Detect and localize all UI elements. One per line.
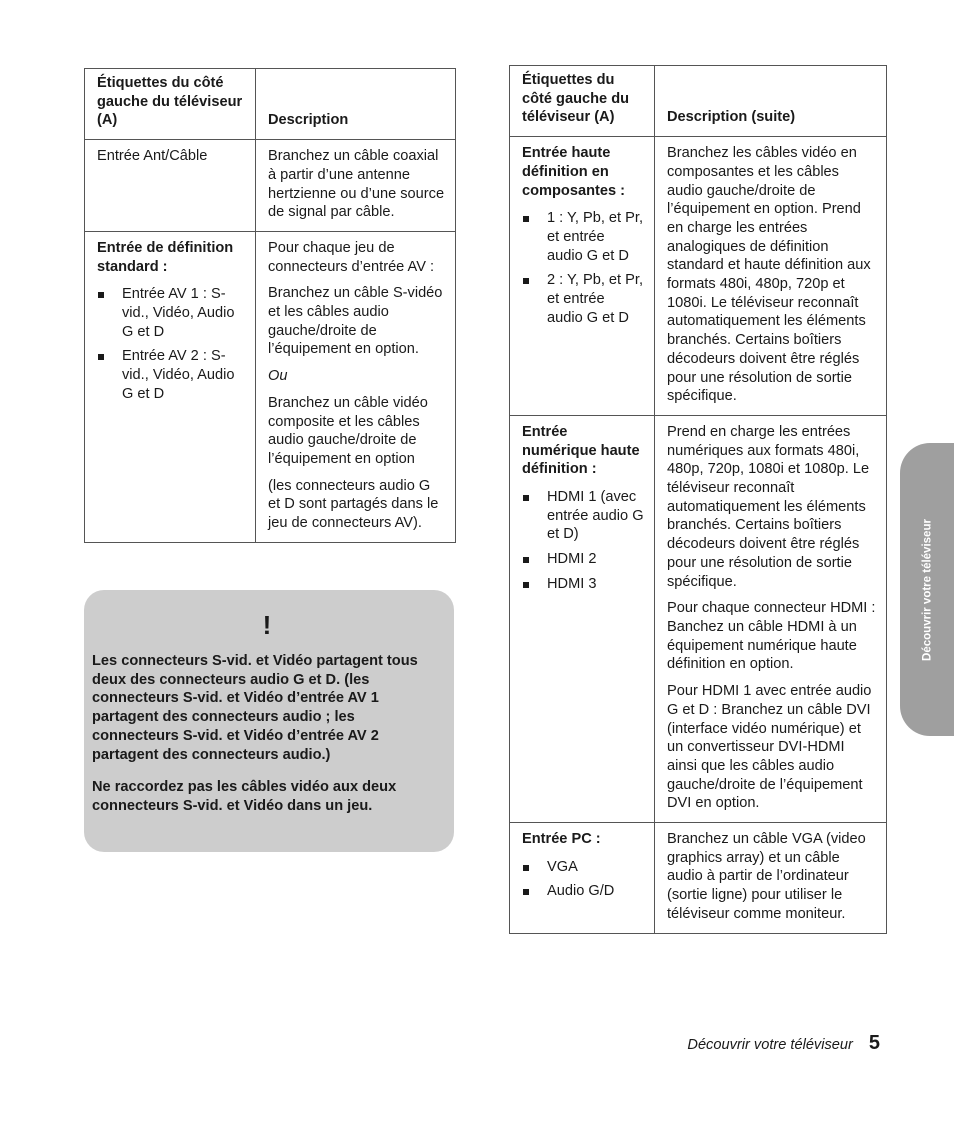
- connector-label: Entrée numérique haute définition :: [522, 423, 640, 478]
- table-header-row: [510, 66, 887, 137]
- connector-cell: [85, 140, 256, 232]
- connector-cell: [510, 137, 655, 416]
- table-row: [510, 137, 887, 416]
- list-item: Entrée AV 1 : S-vid., Vidéo, Audio G et D: [97, 285, 245, 341]
- note-paragraph: Les connecteurs S-vid. et Vidéo partagent tous deux des connecteurs audio G et D. (les connecteurs S-vid. et Vidéo d’entrée AV 1 partagent des connecteurs audio ; les connecteurs S-vid. et Vidéo d’entrée AV 2 partagent des connecteurs audio.): [92, 653, 418, 763]
- connector-cell: [510, 415, 655, 822]
- table-body: [510, 137, 887, 933]
- description-cell: [256, 140, 456, 232]
- description-paragraph: Pour chaque connecteur HDMI : Banchez un câble HDMI à un équipement numérique haute définition en option.: [667, 600, 876, 673]
- connector-cell: [85, 231, 256, 542]
- list-item: HDMI 2: [522, 550, 644, 569]
- list-item: HDMI 1 (avec entrée audio G et D): [522, 488, 644, 544]
- description-paragraph: Branchez un câble VGA (video graphics array) et un câble audio à partir de l’ordinateur (sortie ligne) pour utiliser le téléviseur comme moniteur.: [667, 831, 866, 922]
- table-body: [85, 140, 456, 543]
- list-item: VGA: [522, 858, 644, 877]
- list-item: 2 : Y, Pb, et Pr, et entrée audio G et D: [522, 271, 644, 327]
- connector-label: Entrée Ant/Câble: [97, 148, 208, 165]
- connector-label: Entrée haute définition en composantes :: [522, 145, 625, 199]
- description-paragraph: (les connecteurs audio G et D sont partagés dans le jeu de connecteurs AV).: [268, 477, 439, 532]
- table-row: [85, 231, 456, 542]
- description-paragraph: Pour chaque jeu de connecteurs d’entrée AV :: [268, 239, 435, 275]
- description-paragraph: Prend en charge les entrées numériques aux formats 480i, 480p, 720p, 1080i et 1080p. Le téléviseur reconnaît automatiquement les éléments branchés. Certains boîtiers décodeurs doivent être réglés pour une résolution de sortie spécifique.: [667, 423, 870, 590]
- description-paragraph: Branchez un câble coaxial à partir d’une antenne hertzienne ou d’une source de signal par câble.: [268, 148, 445, 221]
- description-paragraph: Ou: [268, 368, 288, 385]
- table-header-row: [85, 69, 456, 140]
- header-description: Description (suite): [655, 66, 887, 137]
- connector-list: [522, 209, 644, 327]
- list-item: 1 : Y, Pb, et Pr, et entrée audio G et D: [522, 209, 644, 265]
- description-cell: [655, 415, 887, 822]
- description-cell: [655, 823, 887, 934]
- connector-label: Entrée de définition standard :: [97, 239, 234, 275]
- connector-list: [97, 285, 245, 403]
- connector-list: [522, 488, 644, 594]
- connector-cell: [510, 823, 655, 934]
- page-number: 5: [868, 1032, 880, 1054]
- warning-note: [84, 590, 454, 852]
- note-paragraph: Ne raccordez pas les câbles vidéo aux deux connecteurs S-vid. et Vidéo dans un jeu.: [92, 779, 397, 814]
- exclamation-icon: !: [262, 610, 272, 640]
- connector-list: [522, 858, 644, 901]
- header-labels: Étiquettes du côté gauche du téléviseur (A): [510, 66, 655, 137]
- list-item: Audio G/D: [522, 882, 644, 901]
- description-paragraph: Branchez un câble S-vidéo et les câbles audio gauche/droite de l’équipement en option.: [268, 285, 443, 358]
- table-row: [510, 823, 887, 934]
- side-tab-label: Découvrir votre téléviseur: [921, 518, 934, 661]
- header-labels: Étiquettes du côté gauche du téléviseur (A): [85, 69, 256, 140]
- table-row: [510, 415, 887, 822]
- list-item: Entrée AV 2 : S-vid., Vidéo, Audio G et D: [97, 347, 245, 403]
- footer-title: Découvrir votre téléviseur: [687, 1037, 853, 1053]
- description-paragraph: Branchez un câble vidéo composite et les câbles audio gauche/droite de l’équipement en option: [268, 394, 428, 467]
- header-description: Description: [256, 69, 456, 140]
- description-paragraph: Pour HDMI 1 avec entrée audio G et D : Branchez un câble DVI (interface vidéo numérique) et un convertisseur DVI-HDMI ainsi que les câbles audio gauche/droite de l’équipement DVI en option.: [667, 683, 872, 812]
- list-item: HDMI 3: [522, 575, 644, 594]
- connector-table-right: [509, 65, 887, 934]
- description-paragraph: Branchez les câbles vidéo en composantes et les câbles audio gauche/droite de l’équipement en option. Prend en charge les entrées analogiques de définition standard et haute définition aux formats 480i, 480p, 720p et 1080i. Le téléviseur reconnaît automatiquement les éléments branchés. Certains boîtiers décodeurs doivent être réglés pour une résolution de sortie spécifique.: [667, 145, 871, 405]
- section-side-tab: [900, 443, 954, 736]
- page-footer: [687, 1034, 880, 1055]
- connector-table-left: [84, 68, 456, 543]
- connector-label: Entrée PC :: [522, 831, 601, 848]
- description-cell: [655, 137, 887, 416]
- description-cell: [256, 231, 456, 542]
- table-row: [85, 140, 456, 232]
